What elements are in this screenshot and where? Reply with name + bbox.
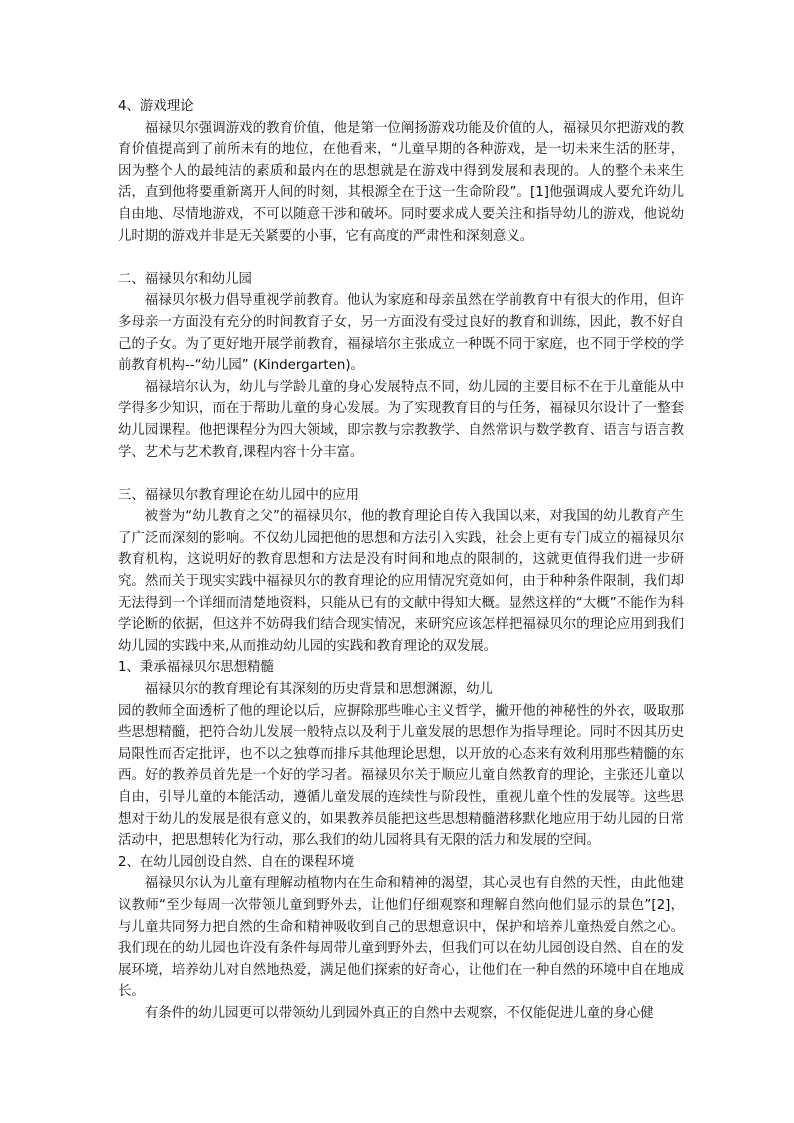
subsection-heading-2: 2、在幼儿园创设自然、自在的课程环境: [118, 854, 355, 870]
paragraph: 有条件的幼儿园更可以带领幼儿到园外真正的自然中去观察，不仅能促进儿童的身心健: [144, 1005, 654, 1021]
section-heading-kindergarten: 二、福禄贝尔和幼儿园: [118, 271, 252, 287]
section-heading-game-theory: 4、游戏理论: [118, 99, 194, 114]
section-heading-application: 三、福禄贝尔教育理论在幼儿园中的应用: [118, 487, 360, 503]
spacer: [118, 247, 684, 269]
document-page: [118, 96, 684, 1025]
subsection-heading-1: 1、秉承福禄贝尔思想精髓: [118, 660, 274, 676]
paragraph: 福禄培尔认为，幼儿与学龄儿童的身心发展特点不同，幼儿园的主要目标不在于儿童能从中学得多少知识，而在于帮助儿童的身心发展。为了实现教育目的与任务，福禄贝尔设计了一整套幼儿园课程。他把课程分为四大领域，即宗教与宗教教学、自然常识与数学教育、语言与语言教学、艺术与艺术教育,课程内容十分丰富。: [118, 379, 684, 460]
paragraph: 福禄贝尔极力倡导重视学前教育。他认为家庭和母亲虽然在学前教育中有很大的作用，但许多母亲一方面没有充分的时间教育子女，另一方面没有受过良好的教育和训练，因此，教不好自己的子女。为了更好地开展学前教育，福禄培尔主张成立一种既不同于家庭，也不同于学校的学前教育机构--“幼儿园” (Kindergarten)。: [118, 293, 684, 374]
paragraph: 福禄贝尔强调游戏的教育价值，他是第一位阐扬游戏功能及价值的人，福禄贝尔把游戏的教育价值提高到了前所未有的地位，在他看来，“儿童早期的各种游戏，是一切未来生活的胚芽，因为整个人的最纯洁的素质和最内在的思想就是在游戏中得到发展和表现的。人的整个未来生活，直到他将要重新离开人间的时刻，其根源全在于这一生命阶段”。[1]他强调成人要允许幼儿自由地、尽情地游戏，不可以随意干涉和破坏。同时要求成人要关注和指导幼儿的游戏，他说幼儿时期的游戏并非是无关紧要的小事，它有高度的严肃性和深刻意义。: [118, 120, 684, 244]
paragraph: 园的教师全面透析了他的理论以后，应摒除那些唯心主义哲学，撇开他的神秘性的外衣，吸取那些思想精髓，把符合幼儿发展一般特点以及利于儿童发展的思想作为指导理论。同时不因其历史局限性而否定批评，也不以之独尊而排斥其他理论思想，以开放的心态来有效利用那些精髓的东西。好的教养员首先是一个好的学习者。福禄贝尔关于顺应儿童自然教育的理论，主张还儿童以自由，引导儿童的本能活动，遵循儿童发展的连续性与阶段性，重视儿童个性的发展等。这些思想对于幼儿的发展是很有意义的，如果教养员能把这些思想精髓潜移默化地应用于幼儿园的日常活动中，把思想转化为行动，那么我们的幼儿园将具有无限的活力和发展的空间。: [118, 703, 684, 849]
spacer: [118, 463, 684, 485]
paragraph-first-line: 福禄贝尔的教育理论有其深刻的历史背景和思想渊源，幼儿: [144, 682, 493, 698]
paragraph: 被誉为“幼儿教育之父”的福禄贝尔，他的教育理论自传入我国以来，对我国的幼儿教育产生了广泛而深刻的影响。不仅幼儿园把他的思想和方法引入实践，社会上更有专门成立的福禄贝尔教育机构，这说明好的教育思想和方法是没有时间和地点的限制的，这就更值得我们进一步研究。然而关于现实实践中福禄贝尔的教育理论的应用情况究竟如何，由于种种条件限制，我们却无法得到一个详细而清楚地资料，只能从已有的文献中得知大概。显然这样的“大概”不能作为科学论断的依据，但这并不妨碍我们结合现实情况，来研究应该怎样把福禄贝尔的理论应用到我们幼儿园的实践中来,从而推动幼儿园的实践和教育理论的双发展。: [118, 509, 684, 654]
paragraph: 福禄贝尔认为儿童有理解动植物内在生命和精神的渴望，其心灵也有自然的天性，由此他建议教师“至少每周一次带领儿童到野外去，让他们仔细观察和理解自然向他们显示的景色”[2]，与儿童共同努力把自然的生命和精神吸收到自己的思想意识中，保护和培养儿童热爱自然之心。我们现在的幼儿园也许没有条件每周带儿童到野外去，但我们可以在幼儿园创设自然、自在的发展环境，培养幼儿对自然地热爱，满足他们探索的好奇心，让他们在一种自然的环境中自在地成长。: [118, 876, 684, 1000]
